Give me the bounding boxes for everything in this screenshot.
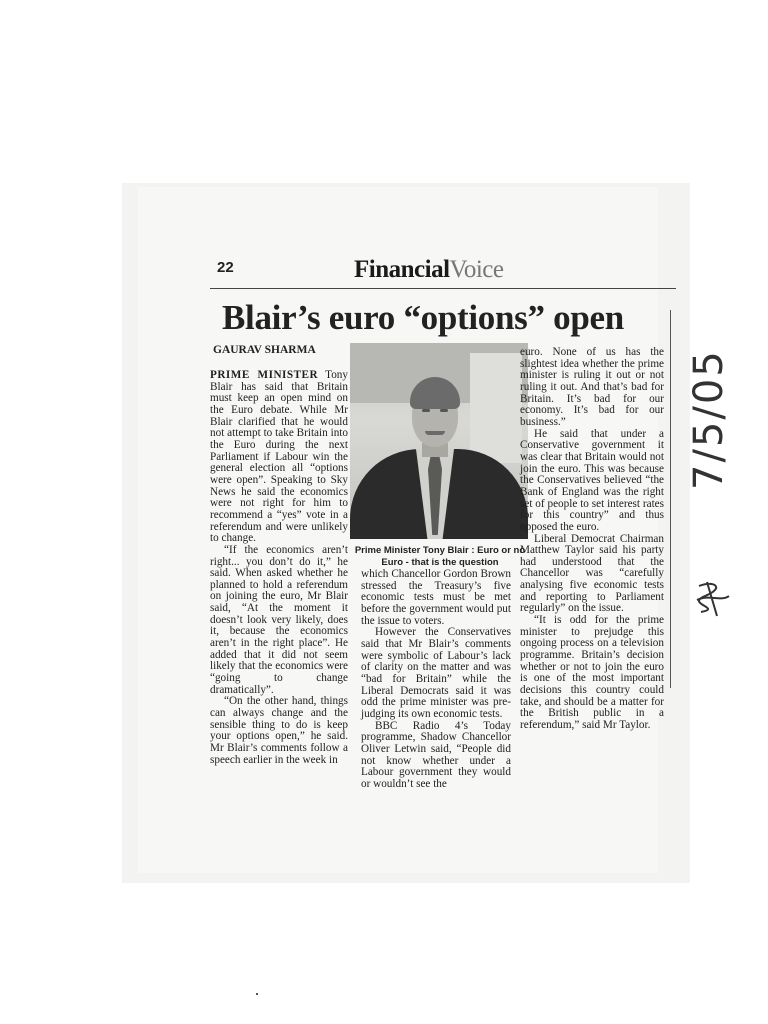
photo-eye-left xyxy=(422,409,430,412)
page-number: 22 xyxy=(217,259,234,276)
col3-paragraph-3: Liberal Democrat Chairman Matthew Taylor said his party had understood that the Chancellor was “carefully analysing five economic tests and reporting to Parliament regularly” on the issue. xyxy=(520,532,664,615)
col1-paragraph-1 xyxy=(210,370,348,545)
photo-caption: Prime Minister Tony Blair : Euro or no Euro - that is the question xyxy=(354,545,526,568)
article-column-1 xyxy=(210,370,348,766)
col2-paragraph-2: However the Conservatives said that Mr Blair’s comments were symbolic of Labour’s lack of clarity on the matter and was “bad for Britain” while the Liberal Democrats said it was odd the prime minister was pre-judging its own economic tests. xyxy=(361,626,511,720)
masthead-financial: Financial xyxy=(354,256,450,283)
article-column-2 xyxy=(361,569,511,790)
article-column-3 xyxy=(520,347,664,732)
col1-paragraph-2: “If the economics aren’t right... you don’t do it,” he said. When asked whether he planned to hold a referendum on joining the euro, Mr Blair said, “At the moment it doesn’t look very likely, does it, because the economics aren’t in the right place”. He added that it did not seem likely that the economics were “going to change dramatically”. xyxy=(210,543,348,696)
col3-paragraph-4: “It is odd for the prime minister to prejudge this ongoing process on a television programme. Britain’s decision whether or not to join the euro is one of the most important decisions this country could take, and should be a matter for the British public in a referendum,” said Mr Taylor. xyxy=(520,614,664,731)
col1-paragraph-3: “On the other hand, things can always change and the sensible thing to do is keep your options open,” he said. Mr Blair’s comments follow a speech earlier in the week in xyxy=(210,695,348,766)
headline: Blair’s euro “options” open xyxy=(222,298,624,337)
scan-speck xyxy=(256,993,258,995)
col2-paragraph-1: which Chancellor Gordon Brown stressed the Treasury’s five economic tests must be met before the government would put the issue to voters. xyxy=(361,568,511,627)
masthead xyxy=(354,256,504,284)
byline: GAURAV SHARMA xyxy=(213,344,316,356)
photo-mouth xyxy=(425,431,445,435)
photo-eye-right xyxy=(440,409,448,412)
photo-tony-blair xyxy=(350,343,528,539)
handwritten-date: 7/5/05 xyxy=(686,349,732,490)
col3-paragraph-1: euro. None of us has the slightest idea whether the prime minister is ruling it out or not ruling it out. And that’s bad for Britain. It’s bad for our economy. It’s bad for our business.” xyxy=(520,346,664,428)
masthead-rule xyxy=(210,288,676,289)
col1-text-1: Tony Blair has said that Britain must keep an open mind on the Euro debate. While Mr Blair clarified that he would not attempt to take Britain into the Euro during the next Parliament if Labour win the general election all “options were open”. Speaking to Sky News he said the economics were not right for him to recommend a “yes” vote in a referendum and were unlikely to change. xyxy=(210,369,348,545)
col3-paragraph-2: He said that under a Conservative government it was clear that Britain would not join the euro. This was because the Conservatives believed “the Bank of England was the right set of people to set interest rates for this country” and thus opposed the euro. xyxy=(520,427,664,533)
handwritten-initials-scribble xyxy=(695,578,731,618)
col2-paragraph-3: BBC Radio 4’s Today programme, Shadow Chancellor Oliver Letwin said, “People did not know whether under a Labour government they would or wouldn’t see the xyxy=(361,719,511,790)
photo-panel xyxy=(470,353,522,463)
kicker: PRIME MINISTER xyxy=(210,369,319,381)
masthead-voice: Voice xyxy=(449,256,504,283)
column-rule xyxy=(670,310,671,688)
